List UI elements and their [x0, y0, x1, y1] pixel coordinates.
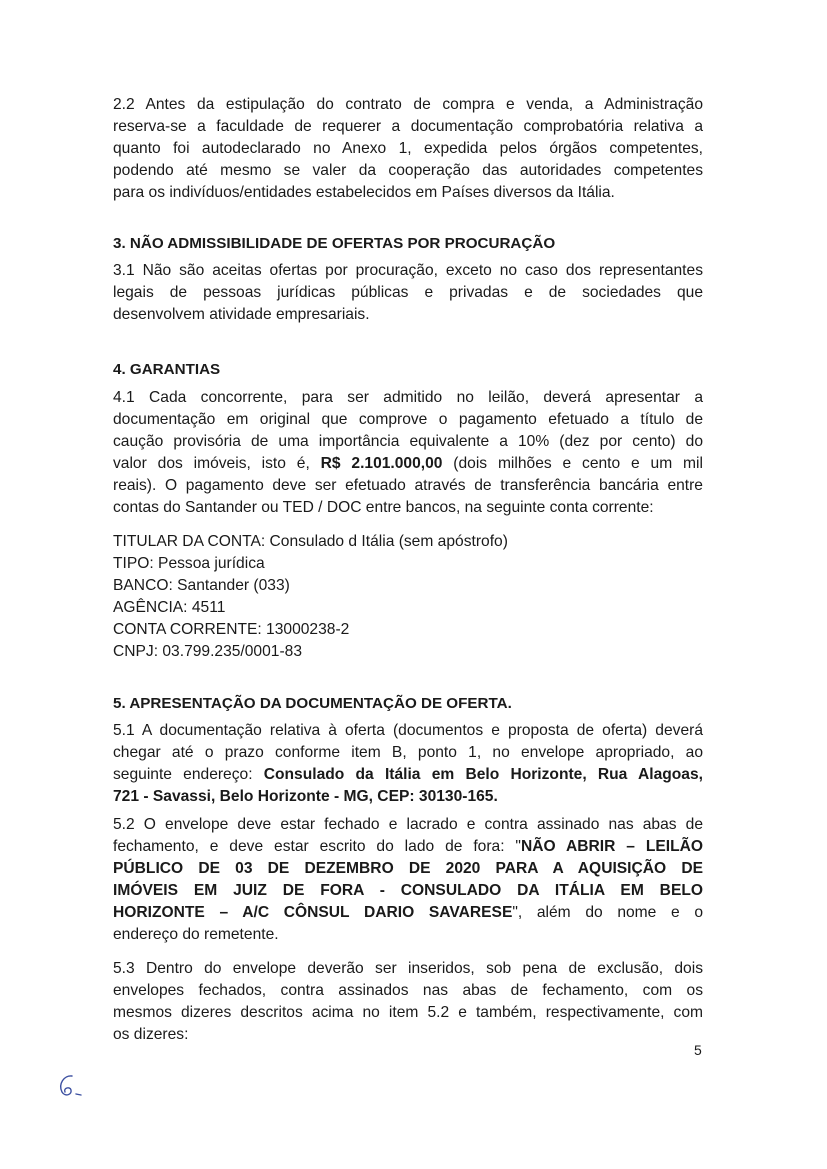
- envelope-label: HORIZONTE – A/C CÔNSUL DARIO SAVARESE: [113, 904, 513, 921]
- envelope-label: IMÓVEIS EM JUIZ DE FORA - CONSULADO DA ITÁLIA EM BELO: [113, 882, 703, 899]
- account-bank: BANCO: Santander (033): [113, 577, 290, 594]
- paragraph-4-1-line: reais). O pagamento deve ser efetuado através de transferência bancária entre: [113, 477, 703, 494]
- paragraph-3-1-line: legais de pessoas jurídicas públicas e privadas e de sociedades que: [113, 284, 703, 301]
- paragraph-5-2-line: [113, 836, 703, 858]
- account-holder: TITULAR DA CONTA: Consulado d Itália (sem apóstrofo): [113, 533, 508, 550]
- account-number: CONTA CORRENTE: 13000238-2: [113, 621, 350, 638]
- text-segment: fechamento, e deve estar escrito do lado de fora: ": [113, 838, 521, 855]
- text-segment: (dois milhões e cento e um mil: [453, 455, 703, 472]
- paragraph-2-2-line: quanto foi autodeclarado no Anexo 1, expedida pelos órgãos competentes,: [113, 140, 703, 157]
- deposit-amount: R$ 2.101.000,00: [320, 455, 443, 472]
- paragraph-3-1-line: 3.1 Não são aceitas ofertas por procuração, exceto no caso dos representantes: [113, 262, 703, 279]
- paragraph-5-2-line: 5.2 O envelope deve estar fechado e lacrado e contra assinado nas abas de: [113, 816, 703, 833]
- address-text: 721 - Savassi, Belo Horizonte - MG, CEP: 30130-165.: [113, 788, 498, 805]
- paragraph-5-2-line: endereço do remetente.: [113, 926, 279, 943]
- paragraph-4-1-line: documentação em original que comprove o pagamento efetuado a título de: [113, 411, 703, 428]
- handwritten-initial-signature: [56, 1072, 96, 1102]
- paragraph-2-2-line: reserva-se a faculdade de requerer a documentação comprobatória relativa a: [113, 118, 703, 135]
- paragraph-4-1-line: 4.1 Cada concorrente, para ser admitido no leilão, deverá apresentar a: [113, 389, 703, 406]
- paragraph-5-3-line: envelopes fechados, contra assinados nas abas de fechamento, com os: [113, 982, 703, 999]
- envelope-label: PÚBLICO DE 03 DE DEZEMBRO DE 2020 PARA A AQUISIÇÃO DE: [113, 860, 703, 877]
- text-segment: valor dos imóveis, isto é,: [113, 455, 310, 472]
- paragraph-5-3-line: os dizeres:: [113, 1026, 189, 1043]
- paragraph-3-1-line: desenvolvem atividade empresariais.: [113, 306, 370, 323]
- paragraph-4-1-line: [113, 453, 703, 475]
- paragraph-5-1-line: chegar até o prazo conforme item B, ponto 1, no envelope apropriado, ao: [113, 744, 703, 761]
- paragraph-5-3-line: mesmos dizeres descritos acima no item 5.2 e também, respectivamente, com: [113, 1004, 703, 1021]
- account-cnpj: CNPJ: 03.799.235/0001-83: [113, 643, 302, 660]
- paragraph-4-1-line: contas do Santander ou TED / DOC entre bancos, na seguinte conta corrente:: [113, 499, 654, 516]
- section-4-heading: 4. GARANTIAS: [113, 361, 221, 378]
- account-type: TIPO: Pessoa jurídica: [113, 555, 265, 572]
- paragraph-2-2-line: para os indivíduos/entidades estabelecidos em Países diversos da Itália.: [113, 184, 615, 201]
- paragraph-2-2-line: 2.2 Antes da estipulação do contrato de compra e venda, a Administração: [113, 96, 703, 113]
- paragraph-5-1-line: [113, 764, 703, 786]
- address-text: Consulado da Itália em Belo Horizonte, Rua Alagoas,: [263, 766, 703, 783]
- envelope-label: NÃO ABRIR – LEILÃO: [520, 838, 704, 855]
- account-agency: AGÊNCIA: 4511: [113, 599, 226, 616]
- paragraph-5-3-line: 5.3 Dentro do envelope deverão ser inseridos, sob pena de exclusão, dois: [113, 960, 703, 977]
- section-5-heading: 5. APRESENTAÇÃO DA DOCUMENTAÇÃO DE OFERTA.: [113, 695, 512, 712]
- section-3-heading: 3. NÃO ADMISSIBILIDADE DE OFERTAS POR PROCURAÇÃO: [113, 235, 556, 252]
- paragraph-4-1-line: caução provisória de uma importância equivalente a 10% (dez por cento) do: [113, 433, 703, 450]
- paragraph-2-2-line: podendo até mesmo se valer da cooperação das autoridades competentes: [113, 162, 703, 179]
- text-segment: ", além do nome e o: [512, 904, 703, 921]
- text-segment: seguinte endereço:: [113, 766, 253, 783]
- paragraph-5-2-line: [113, 902, 703, 924]
- paragraph-5-1-line: 5.1 A documentação relativa à oferta (documentos e proposta de oferta) deverá: [113, 722, 703, 739]
- page-number: 5: [694, 1042, 702, 1058]
